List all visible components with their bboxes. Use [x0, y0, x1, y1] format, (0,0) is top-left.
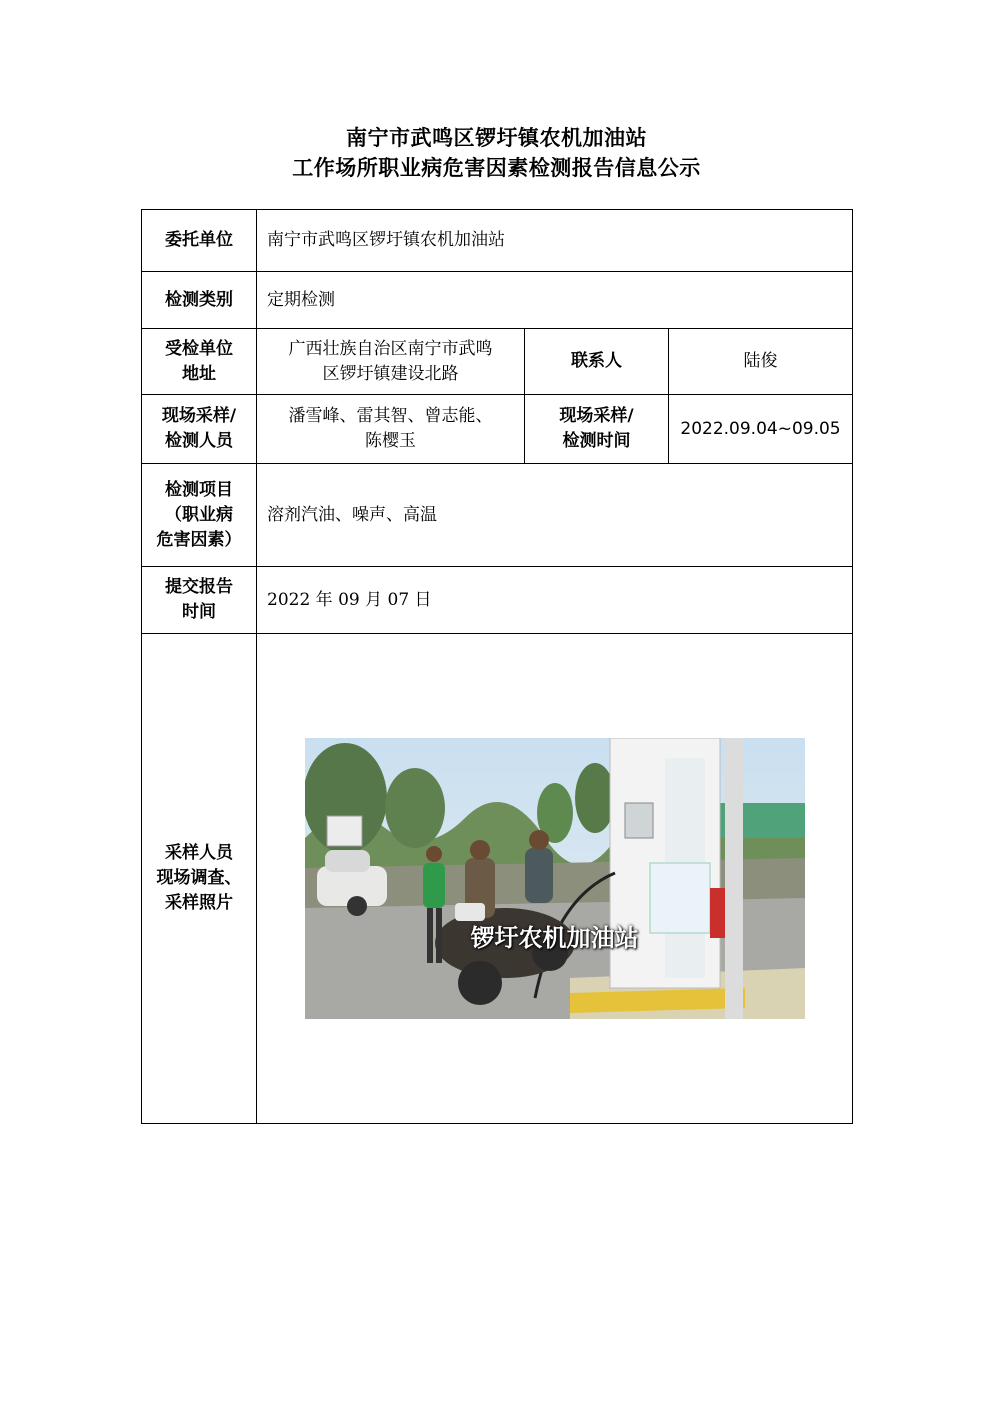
site-photo — [305, 738, 805, 1019]
address-label-line-2: 地址 — [182, 363, 216, 384]
time-label — [525, 395, 669, 464]
submit-label — [142, 567, 257, 634]
address-label — [142, 329, 257, 395]
address-value-line-1: 广西壮族自治区南宁市武鸣 — [288, 338, 493, 359]
site-photo-illustration — [305, 738, 805, 1019]
staff-label-line-1: 现场采样/ — [161, 406, 237, 426]
page-title-line-2: 工作场所职业病危害因素检测报告信息公示 — [292, 155, 701, 180]
time-label-line-1: 现场采样/ — [559, 406, 634, 426]
client-value: 南宁市武鸣区锣圩镇农机加油站 — [257, 210, 853, 272]
photo-label-line-3: 采样照片 — [165, 893, 233, 913]
table-row — [142, 567, 853, 634]
address-label-line-1: 受检单位 — [165, 338, 233, 359]
photo-label-line-1: 采样人员 — [165, 843, 233, 863]
photo-label-line-2: 现场调查、 — [156, 868, 242, 888]
items-label — [142, 464, 257, 567]
time-label-line-2: 检测时间 — [562, 431, 631, 451]
staff-value-line-1: 潘雪峰、雷其智、曾志能、 — [288, 406, 493, 426]
table-row — [142, 210, 853, 272]
time-value: 2022.09.04~09.05 — [669, 395, 853, 464]
table-row — [142, 329, 853, 395]
address-value — [257, 329, 525, 395]
photo-cell — [257, 634, 853, 1124]
staff-value — [257, 395, 525, 464]
table-row — [142, 395, 853, 464]
client-label: 委托单位 — [142, 210, 257, 272]
staff-label-line-2: 检测人员 — [165, 431, 233, 451]
submit-label-line-2: 时间 — [182, 602, 216, 622]
info-table — [141, 209, 853, 1124]
submit-value: 2022 年 09 月 07 日 — [257, 567, 853, 634]
address-value-line-2: 区锣圩镇建设北路 — [322, 363, 459, 384]
items-label-line-2: （职业病 — [165, 504, 233, 525]
photo-label — [142, 634, 257, 1124]
table-row — [142, 634, 853, 1124]
submit-label-line-1: 提交报告 — [165, 577, 233, 597]
table-row — [142, 272, 853, 329]
category-label: 检测类别 — [142, 272, 257, 329]
staff-value-line-2: 陈樱玉 — [365, 431, 416, 451]
items-value: 溶剂汽油、噪声、高温 — [257, 464, 853, 567]
page-title-line-1: 南宁市武鸣区锣圩镇农机加油站 — [346, 125, 647, 150]
items-label-line-3: 危害因素） — [156, 529, 242, 550]
contact-label: 联系人 — [525, 329, 669, 395]
table-row — [142, 464, 853, 567]
photo-caption: 锣圩农机加油站 — [470, 924, 639, 952]
contact-value: 陆俊 — [669, 329, 853, 395]
staff-label — [142, 395, 257, 464]
category-value: 定期检测 — [257, 272, 853, 329]
items-label-line-1: 检测项目 — [165, 479, 233, 500]
